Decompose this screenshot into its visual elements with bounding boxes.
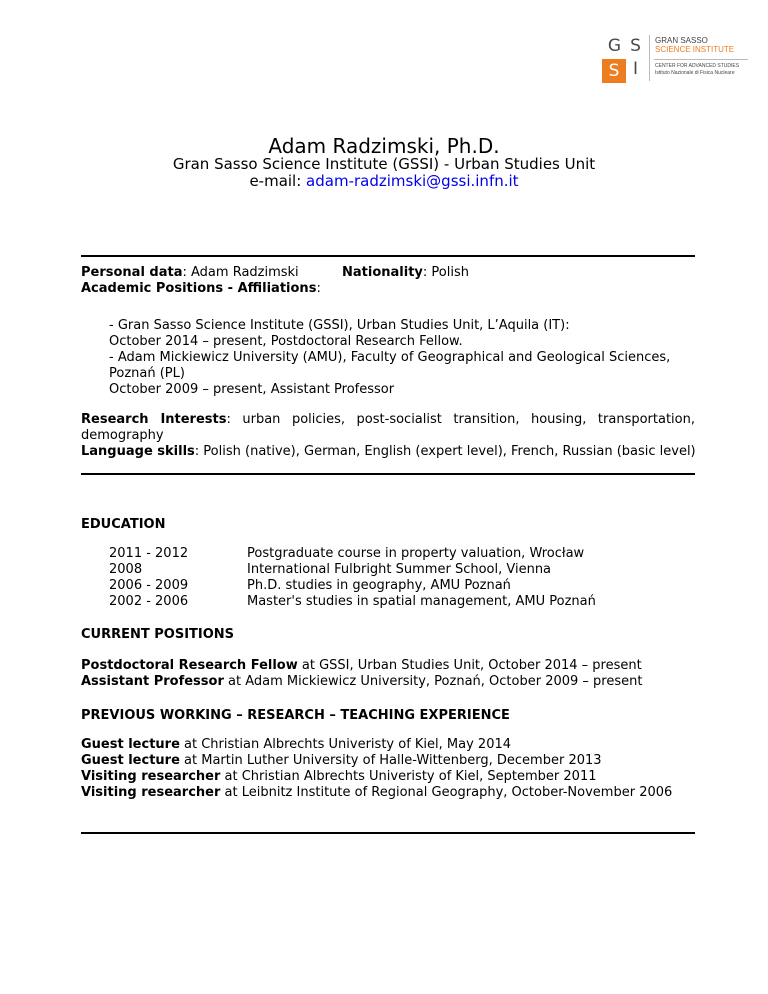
education-years: 2011 - 2012: [109, 546, 189, 561]
logo-letter-g: G: [607, 36, 622, 56]
current-positions-heading-text: CURRENT POSITIONS: [81, 627, 235, 642]
experience-role: Visiting researcher: [81, 769, 221, 784]
research-label: Research Interests: [81, 412, 227, 427]
current-positions-heading: [81, 627, 234, 643]
research-value-line2: demography: [81, 428, 164, 443]
cv-email-line: [0, 172, 768, 190]
personal-data: [81, 265, 299, 281]
cv-name: Adam Radzimski, Ph.D.: [268, 134, 500, 158]
personal-data-label: Personal data: [81, 265, 183, 280]
logo-text-center: CENTER FOR ADVANCED STUDIES: [655, 63, 740, 69]
experience-role: Guest lecture: [81, 737, 180, 752]
personal-data-value: : Adam Radzimski: [182, 265, 299, 280]
education-desc: Ph.D. studies in geography, AMU Poznań: [247, 578, 511, 593]
education-desc: Master's studies in spatial management, AMU Poznań: [247, 594, 596, 609]
logo-text-science-institute: SCIENCE INSTITUTE: [655, 45, 735, 54]
affiliation-line: October 2009 – present, Assistant Professor: [109, 382, 395, 397]
email-link[interactable]: adam-radzimski@gssi.infn.it: [306, 172, 519, 190]
cv-institution: Gran Sasso Science Institute (GSSI) - Urban Studies Unit: [172, 155, 596, 173]
affiliation-line: - Gran Sasso Science Institute (GSSI), Urban Studies Unit, L’Aquila (IT):: [109, 318, 570, 333]
experience-role: Guest lecture: [81, 753, 180, 768]
affiliation-line: Poznań (PL): [109, 366, 185, 381]
research-interests: [81, 412, 695, 428]
position-role: Postdoctoral Research Fellow: [81, 658, 298, 673]
education-desc: International Fulbright Summer School, Vienna: [247, 562, 552, 577]
experience-item: [81, 737, 511, 753]
education-heading: [81, 517, 165, 533]
position-role: Assistant Professor: [81, 674, 224, 689]
education-years: 2006 - 2009: [109, 578, 189, 593]
logo-divider-horizontal: [654, 59, 748, 60]
logo-letter-i: I: [632, 59, 638, 79]
position-detail: at Adam Mickiewicz University, Poznań, October 2009 – present: [223, 674, 643, 689]
affiliations-heading: [81, 281, 321, 297]
affiliations-colon: :: [316, 281, 321, 296]
current-position-item: [81, 658, 642, 674]
education-desc: Postgraduate course in property valuation, Wrocław: [247, 546, 585, 561]
logo-text-infn: Istituto Nazionale di Fisica Nucleare: [655, 70, 735, 76]
previous-experience-heading-text: PREVIOUS WORKING – RESEARCH – TEACHING EXPERIENCE: [81, 708, 510, 723]
education-years: 2002 - 2006: [109, 594, 189, 609]
previous-experience-heading: [81, 708, 510, 724]
language-skills: [81, 444, 696, 460]
nationality: [342, 265, 469, 281]
affiliations-label: Academic Positions - Affiliations: [81, 281, 317, 296]
experience-detail: at Christian Albrechts Univeristy of Kiel, September 2011: [220, 769, 597, 784]
logo-divider-vertical: [649, 35, 650, 81]
experience-item: [81, 769, 597, 785]
divider-top: [81, 255, 695, 257]
affiliation-line: - Adam Mickiewicz University (AMU), Faculty of Geographical and Geological Sciences,: [109, 350, 671, 365]
experience-item: [81, 753, 602, 769]
experience-detail: at Christian Albrechts Univeristy of Kiel, May 2014: [179, 737, 512, 752]
current-position-item: [81, 674, 642, 690]
affiliation-line: October 2014 – present, Postdoctoral Research Fellow.: [109, 334, 463, 349]
email-label: e-mail:: [249, 172, 307, 190]
education-heading-text: EDUCATION: [81, 517, 166, 532]
language-label: Language skills: [81, 444, 195, 459]
nationality-label: Nationality: [342, 265, 423, 280]
experience-detail: at Leibnitz Institute of Regional Geography, October-November 2006: [220, 785, 673, 800]
language-value: : Polish (native), German, English (expert level), French, Russian (basic level): [194, 444, 696, 459]
divider-middle: [81, 473, 695, 475]
gssi-logo: [600, 33, 750, 83]
experience-item: [81, 785, 672, 801]
position-detail: at GSSI, Urban Studies Unit, October 2014 – present: [297, 658, 642, 673]
experience-role: Visiting researcher: [81, 785, 221, 800]
logo-text-gran-sasso: GRAN SASSO: [655, 36, 708, 45]
divider-bottom: [81, 832, 695, 834]
education-years: 2008: [109, 562, 143, 577]
logo-letter-s: S: [630, 36, 641, 56]
nationality-value: : Polish: [422, 265, 469, 280]
experience-detail: at Martin Luther University of Halle-Wittenberg, December 2013: [179, 753, 602, 768]
research-value-line1: : urban policies, post-socialist transition, housing, transportation,: [226, 412, 695, 427]
logo-letter-s-orange: S: [602, 59, 626, 83]
